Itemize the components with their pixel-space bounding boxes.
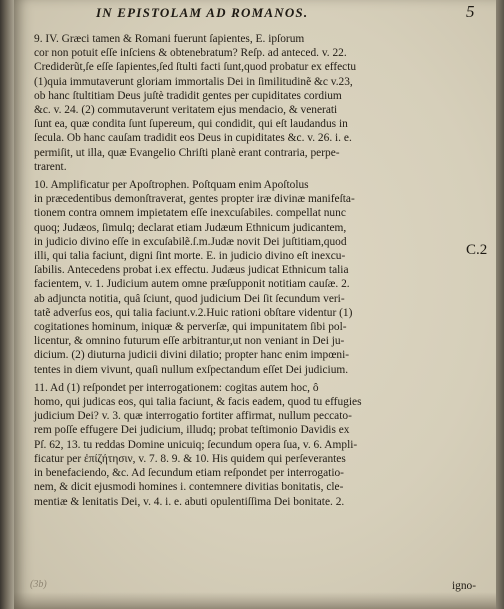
text-line: (1)quia immutaverunt gloriam immortalis Dei in ſimilitudinẽ &c v.23, — [34, 75, 353, 88]
text-line: ob hanc ſtultitiam Deus juſtè tradidit gentes per cupiditates cordium — [34, 89, 342, 102]
text-line: rem poſſe effugere Dei judicium, illudq; probat teſtimonio Davidis ex — [34, 424, 350, 437]
text-line: in præcedentibus demonſtraverat, gentes propter iræ divinæ manifeſta- — [34, 193, 355, 206]
text-line: tentes in diem vivunt, quaſi nullum exſpectandum eſſet Dei judicium. — [34, 363, 349, 376]
text-line: cor non potuit eſſe inſciens & obtenebratum? Reſp. ad anteced. v. 22. — [34, 47, 347, 60]
text-line: tatẽ adverſus eos, qui talia faciunt.v.2.Huic rationi obſtare videntur (1) — [34, 306, 353, 319]
text-line: 10. Amplificatur per Apoſtrophen. Poſtquam enim Apoſtolus — [34, 179, 309, 192]
text-line: permiſit, ut illa, quæ Evangelio Chriſti planè erant contraria, perpe- — [34, 146, 340, 159]
text-line: ficatur per ἐπίζήτησιν, v. 7. 8. 9. & 10. His quidem qui perſeverantes — [34, 452, 346, 465]
text-line: tionem contra omnem impietatem eſſe inexcuſabiles. compellat nunc — [34, 207, 346, 220]
text-line: judicium Dei? v. 3. quæ interrogatio fortiter affirmat, nullum peccato- — [34, 410, 352, 423]
margin-note: C.2 — [466, 242, 488, 258]
text-line: in benefaciendo, &c. Ad ſecundum etiam reſpondet per interrogatio- — [34, 467, 344, 480]
text-line: ab adjuncta notitia, quâ ſciunt, quod judicium Dei ſit ſecundum veri- — [34, 292, 345, 305]
text-line: cogitationes hominum, iniquæ & perverſæ, qui impunitatem ſibi pol- — [34, 321, 347, 334]
text-line: homo, qui judicas eos, qui talia faciunt, & facis eadem, quod tu effugies — [34, 396, 362, 409]
text-line: trarent. — [34, 160, 67, 173]
page-number: 5 — [466, 2, 475, 21]
running-title: IN EPISTOLAM AD ROMANOS. — [96, 5, 309, 20]
text-line: Crediderũt,ſe eſſe ſapientes,ſed ſtulti facti ſunt,quod probatur ex effectu — [34, 61, 357, 74]
text-line: 9. IV. Græci tamen & Romani fuerunt ſapientes, E. ipſorum — [34, 33, 305, 45]
body-text — [34, 32, 482, 509]
text-line: mentiæ & lenitatis Dei, v. 4. i. e. abuti opulentiſſima Dei bonitate. 2. — [34, 495, 345, 508]
text-line: quoq; Judæos, ſimulq; declarat etiam Judæum Ethnicum judicantem, — [34, 221, 347, 234]
text-line: 11. Ad (1) reſpondet per interrogationem: cogitas autem hoc, ô — [34, 381, 319, 394]
page-bottom-shadow — [14, 592, 496, 609]
text-line: ſecula. Ob hanc cauſam tradidit eos Deus in cupiditates &c. v. 26. i. e. — [34, 132, 352, 145]
text-line: ſabilis. Antecedens probat i.ex effectu. Judæus judicat Ethnicum talia — [34, 264, 349, 277]
text-line: dicium. (2) diuturna judicii divini dilatio; propter hanc enim impœni- — [34, 349, 350, 362]
text-line: Pſ. 62, 13. tu reddas Domine unicuiq; ſecundum opera ſua, v. 6. Ampli- — [34, 438, 358, 451]
handwritten-mark: (3b) — [30, 579, 47, 590]
catchword: igno- — [452, 580, 477, 592]
text-line: in judicio divino eſſe in excuſabilẽ.ſ.m.Judæ novit Dei juſtitiam,quod — [34, 235, 347, 248]
text-line: nem, & dicit ejusmodi homines i. contemnere divitias bonitatis, cle- — [34, 481, 344, 494]
text-line: ſunt ea, quæ condita ſunt ſupereum, qui condidit, qui eſt laudandus in — [34, 118, 348, 131]
text-line: &c. v. 24. (2) commutaverunt veritatem ejus mendacio, & venerati — [34, 104, 338, 117]
text-line: facientem, v. 1. Judicium autem omne præſupponit notitiam cauſæ. 2. — [34, 278, 350, 291]
text-line: licentur, & omnino futurum eſſe arbitrantur,ut non veniant in Dei ju- — [34, 335, 345, 348]
text-line: illi, qui talia faciunt, digni ſint morte. E. in judicio divino eſt inexcu- — [34, 250, 346, 263]
